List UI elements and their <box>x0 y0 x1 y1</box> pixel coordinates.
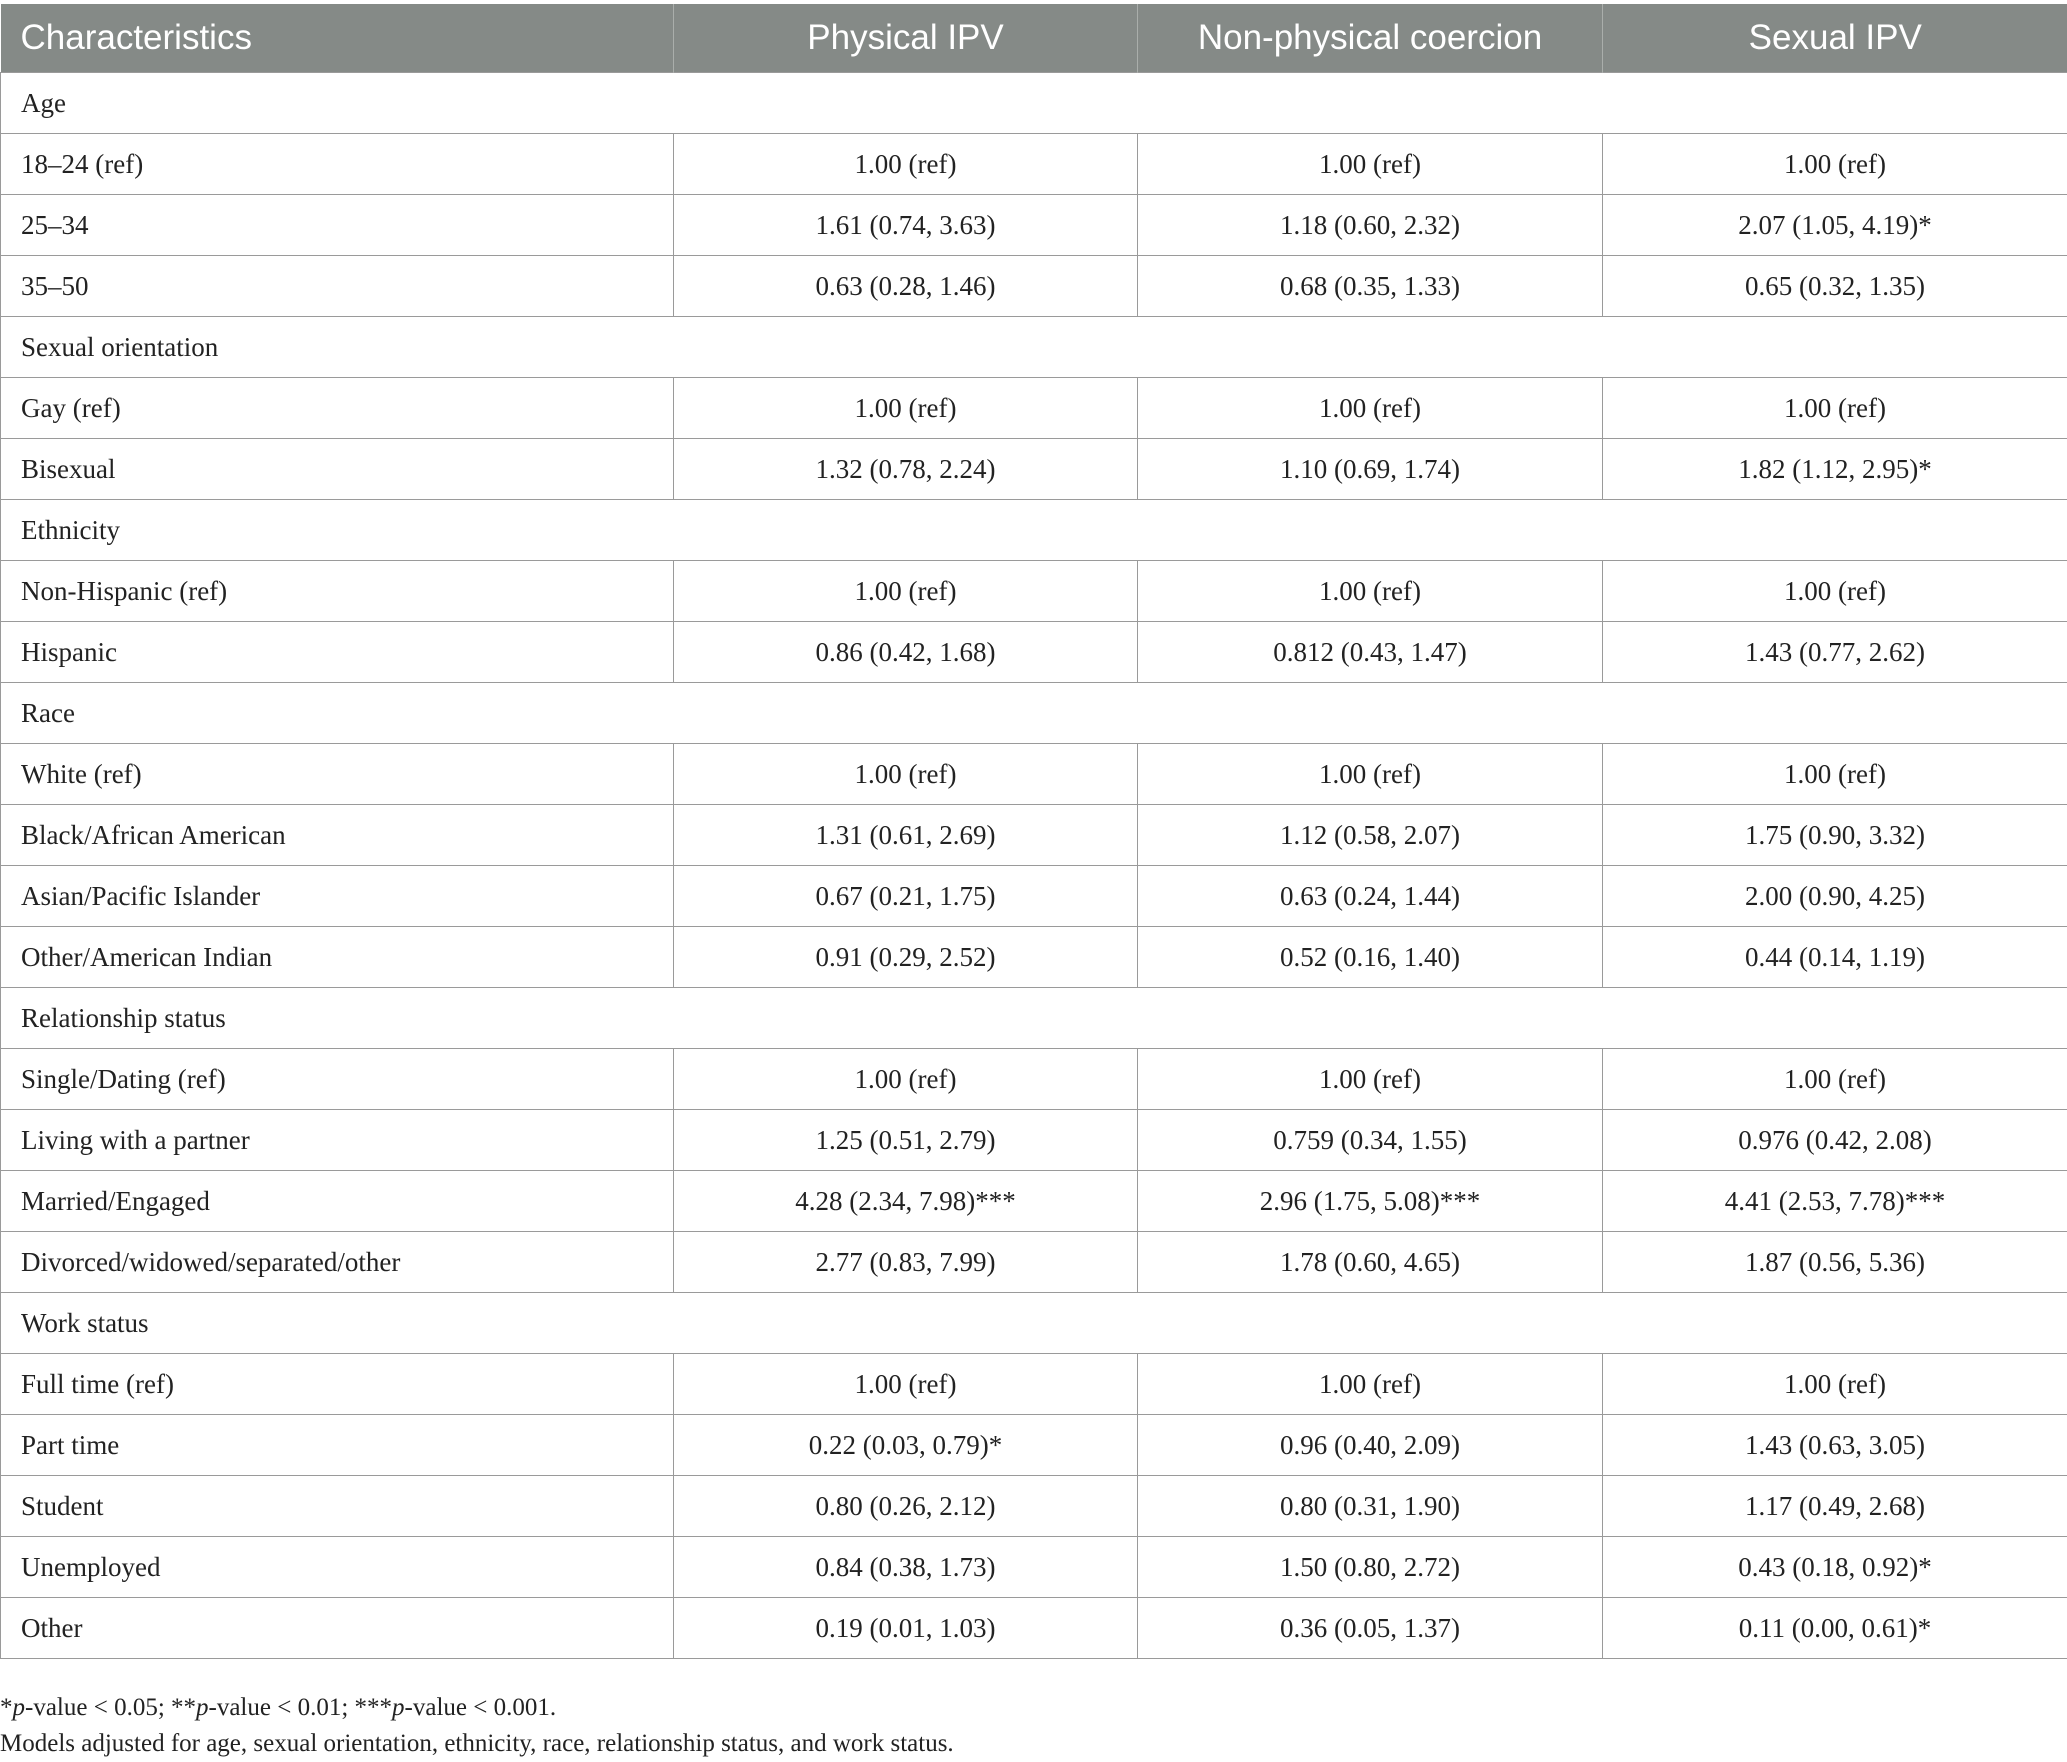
row-label: Bisexual <box>1 439 674 500</box>
sexual-ipv-cell: 0.44 (0.14, 1.19) <box>1603 927 2067 988</box>
non-physical-coercion-cell: 0.96 (0.40, 2.09) <box>1138 1415 1603 1476</box>
sexual-ipv-cell: 1.17 (0.49, 2.68) <box>1603 1476 2067 1537</box>
physical-ipv-cell: 0.91 (0.29, 2.52) <box>674 927 1138 988</box>
row-label: White (ref) <box>1 744 674 805</box>
row-label: Full time (ref) <box>1 1354 674 1415</box>
non-physical-coercion-cell: 0.812 (0.43, 1.47) <box>1138 622 1603 683</box>
physical-ipv-cell: 1.00 (ref) <box>674 561 1138 622</box>
table-row <box>1 378 2067 439</box>
row-label: Part time <box>1 1415 674 1476</box>
table-row <box>1 561 2067 622</box>
physical-ipv-cell: 0.63 (0.28, 1.46) <box>674 256 1138 317</box>
non-physical-coercion-cell: 1.50 (0.80, 2.72) <box>1138 1537 1603 1598</box>
section-header-row <box>1 500 2067 561</box>
table-row <box>1 1171 2067 1232</box>
footnote-p-label: p <box>12 1694 25 1721</box>
section-header-row <box>1 73 2067 134</box>
section-label: Age <box>1 73 2067 134</box>
row-label: Non-Hispanic (ref) <box>1 561 674 622</box>
physical-ipv-cell: 0.67 (0.21, 1.75) <box>674 866 1138 927</box>
row-label: 25–34 <box>1 195 674 256</box>
table-row <box>1 1537 2067 1598</box>
sexual-ipv-cell: 2.07 (1.05, 4.19)* <box>1603 195 2067 256</box>
physical-ipv-cell: 1.00 (ref) <box>674 1354 1138 1415</box>
non-physical-coercion-cell: 0.759 (0.34, 1.55) <box>1138 1110 1603 1171</box>
row-label: 18–24 (ref) <box>1 134 674 195</box>
row-label: Asian/Pacific Islander <box>1 866 674 927</box>
non-physical-coercion-cell: 0.63 (0.24, 1.44) <box>1138 866 1603 927</box>
row-label: Student <box>1 1476 674 1537</box>
row-label: Black/African American <box>1 805 674 866</box>
physical-ipv-cell: 1.32 (0.78, 2.24) <box>674 439 1138 500</box>
table-footnotes <box>0 1690 2067 1762</box>
non-physical-coercion-cell: 1.00 (ref) <box>1138 134 1603 195</box>
table-row <box>1 805 2067 866</box>
row-label: Single/Dating (ref) <box>1 1049 674 1110</box>
non-physical-coercion-cell: 1.00 (ref) <box>1138 378 1603 439</box>
physical-ipv-cell: 1.00 (ref) <box>674 744 1138 805</box>
physical-ipv-cell: 1.61 (0.74, 3.63) <box>674 195 1138 256</box>
table-row <box>1 866 2067 927</box>
adjustment-footnote: Models adjusted for age, sexual orientation, ethnicity, race, relationship status, and work status. <box>0 1730 954 1757</box>
section-label: Ethnicity <box>1 500 2067 561</box>
sexual-ipv-cell: 1.00 (ref) <box>1603 744 2067 805</box>
row-label: Gay (ref) <box>1 378 674 439</box>
non-physical-coercion-cell: 1.00 (ref) <box>1138 1049 1603 1110</box>
physical-ipv-cell: 1.00 (ref) <box>674 134 1138 195</box>
physical-ipv-cell: 4.28 (2.34, 7.98)*** <box>674 1171 1138 1232</box>
non-physical-coercion-cell: 2.96 (1.75, 5.08)*** <box>1138 1171 1603 1232</box>
non-physical-coercion-cell: 1.00 (ref) <box>1138 1354 1603 1415</box>
non-physical-coercion-cell: 0.36 (0.05, 1.37) <box>1138 1598 1603 1659</box>
footnote-text: -value < 0.01; <box>208 1694 355 1721</box>
row-label: Hispanic <box>1 622 674 683</box>
table-body <box>1 73 2067 1659</box>
table-row <box>1 744 2067 805</box>
physical-ipv-cell: 0.80 (0.26, 2.12) <box>674 1476 1138 1537</box>
table-row <box>1 1415 2067 1476</box>
footnote-mark: *** <box>354 1694 393 1721</box>
sexual-ipv-cell: 1.00 (ref) <box>1603 561 2067 622</box>
table-row <box>1 1354 2067 1415</box>
physical-ipv-cell: 1.00 (ref) <box>674 1049 1138 1110</box>
table-row <box>1 439 2067 500</box>
table-row <box>1 927 2067 988</box>
row-label: 35–50 <box>1 256 674 317</box>
table-row <box>1 134 2067 195</box>
sexual-ipv-cell: 0.43 (0.18, 0.92)* <box>1603 1537 2067 1598</box>
section-label: Race <box>1 683 2067 744</box>
section-label: Sexual orientation <box>1 317 2067 378</box>
physical-ipv-cell: 1.25 (0.51, 2.79) <box>674 1110 1138 1171</box>
table-row <box>1 1049 2067 1110</box>
sexual-ipv-cell: 1.75 (0.90, 3.32) <box>1603 805 2067 866</box>
table-row <box>1 1232 2067 1293</box>
non-physical-coercion-cell: 1.00 (ref) <box>1138 744 1603 805</box>
table-row <box>1 1110 2067 1171</box>
table-row <box>1 195 2067 256</box>
header-physical-ipv: Physical IPV <box>674 4 1138 73</box>
non-physical-coercion-cell: 0.52 (0.16, 1.40) <box>1138 927 1603 988</box>
physical-ipv-cell: 2.77 (0.83, 7.99) <box>674 1232 1138 1293</box>
section-label: Relationship status <box>1 988 2067 1049</box>
physical-ipv-cell: 0.19 (0.01, 1.03) <box>674 1598 1138 1659</box>
table-row <box>1 256 2067 317</box>
sexual-ipv-cell: 1.43 (0.63, 3.05) <box>1603 1415 2067 1476</box>
footnote-text: -value < 0.05; <box>25 1694 172 1721</box>
non-physical-coercion-cell: 1.78 (0.60, 4.65) <box>1138 1232 1603 1293</box>
row-label: Unemployed <box>1 1537 674 1598</box>
non-physical-coercion-cell: 1.10 (0.69, 1.74) <box>1138 439 1603 500</box>
table-row <box>1 1598 2067 1659</box>
footnote-text: -value < 0.001. <box>404 1694 557 1721</box>
sexual-ipv-cell: 0.11 (0.00, 0.61)* <box>1603 1598 2067 1659</box>
row-label: Other/American Indian <box>1 927 674 988</box>
section-label: Work status <box>1 1293 2067 1354</box>
table-row <box>1 622 2067 683</box>
section-header-row <box>1 1293 2067 1354</box>
footnote-p-label: p <box>392 1694 405 1721</box>
non-physical-coercion-cell: 1.00 (ref) <box>1138 561 1603 622</box>
section-header-row <box>1 988 2067 1049</box>
sexual-ipv-cell: 1.82 (1.12, 2.95)* <box>1603 439 2067 500</box>
physical-ipv-cell: 0.84 (0.38, 1.73) <box>674 1537 1138 1598</box>
non-physical-coercion-cell: 1.12 (0.58, 2.07) <box>1138 805 1603 866</box>
table-header <box>1 4 2067 73</box>
row-label: Married/Engaged <box>1 1171 674 1232</box>
physical-ipv-cell: 0.86 (0.42, 1.68) <box>674 622 1138 683</box>
non-physical-coercion-cell: 1.18 (0.60, 2.32) <box>1138 195 1603 256</box>
sexual-ipv-cell: 1.43 (0.77, 2.62) <box>1603 622 2067 683</box>
sexual-ipv-cell: 1.00 (ref) <box>1603 134 2067 195</box>
sexual-ipv-cell: 1.00 (ref) <box>1603 1354 2067 1415</box>
header-characteristics: Characteristics <box>1 4 674 73</box>
header-sexual-ipv: Sexual IPV <box>1603 4 2067 73</box>
physical-ipv-cell: 0.22 (0.03, 0.79)* <box>674 1415 1138 1476</box>
footnote-mark: * <box>0 1694 13 1721</box>
header-non-physical-coercion: Non-physical coercion <box>1138 4 1603 73</box>
results-table <box>0 4 2067 1659</box>
row-label: Divorced/widowed/separated/other <box>1 1232 674 1293</box>
row-label: Living with a partner <box>1 1110 674 1171</box>
sexual-ipv-cell: 2.00 (0.90, 4.25) <box>1603 866 2067 927</box>
footnote-p-label: p <box>196 1694 209 1721</box>
sexual-ipv-cell: 1.00 (ref) <box>1603 378 2067 439</box>
table-row <box>1 1476 2067 1537</box>
header-row <box>1 4 2067 73</box>
sexual-ipv-cell: 0.976 (0.42, 2.08) <box>1603 1110 2067 1171</box>
physical-ipv-cell: 1.00 (ref) <box>674 378 1138 439</box>
significance-footnote <box>0 1690 2067 1726</box>
non-physical-coercion-cell: 0.68 (0.35, 1.33) <box>1138 256 1603 317</box>
sexual-ipv-cell: 0.65 (0.32, 1.35) <box>1603 256 2067 317</box>
row-label: Other <box>1 1598 674 1659</box>
physical-ipv-cell: 1.31 (0.61, 2.69) <box>674 805 1138 866</box>
sexual-ipv-cell: 1.00 (ref) <box>1603 1049 2067 1110</box>
sexual-ipv-cell: 1.87 (0.56, 5.36) <box>1603 1232 2067 1293</box>
section-header-row <box>1 317 2067 378</box>
non-physical-coercion-cell: 0.80 (0.31, 1.90) <box>1138 1476 1603 1537</box>
section-header-row <box>1 683 2067 744</box>
sexual-ipv-cell: 4.41 (2.53, 7.78)*** <box>1603 1171 2067 1232</box>
footnote-mark: ** <box>171 1694 197 1721</box>
